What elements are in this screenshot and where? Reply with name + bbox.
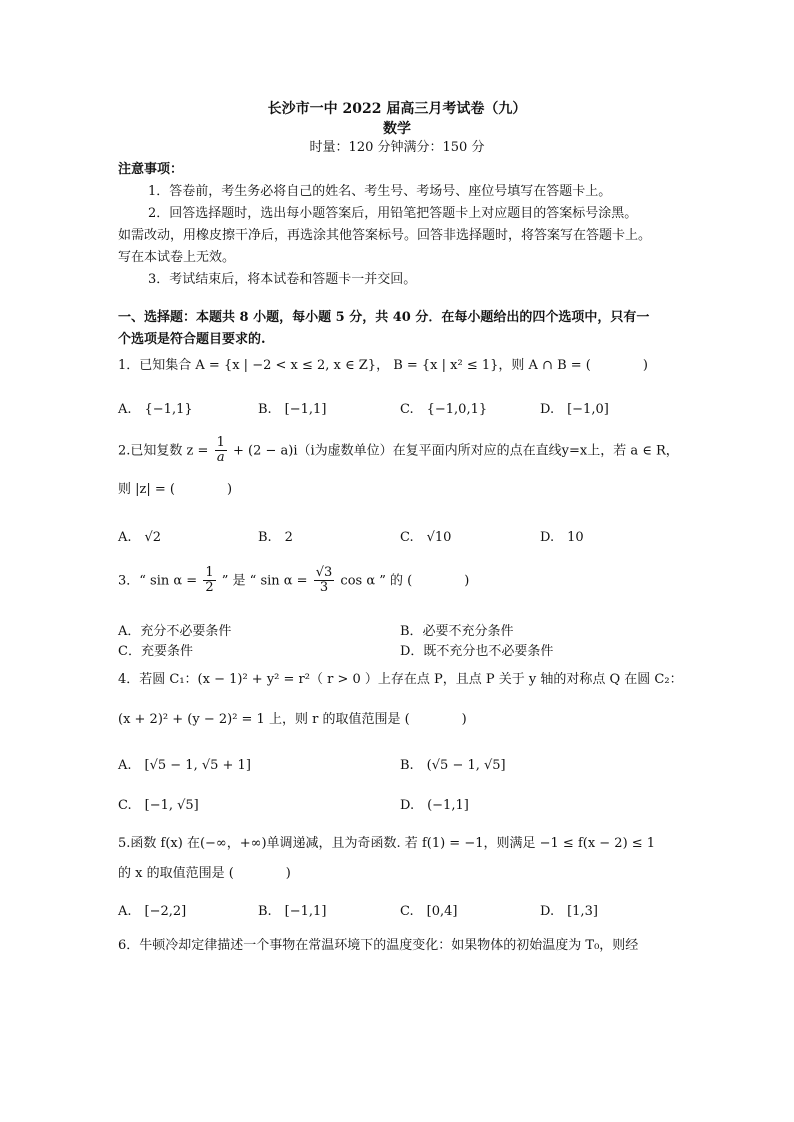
question-2-cont: 则 |z| = ( ) — [118, 482, 233, 497]
time-info: 时量：120 分钟满分：150 分 — [309, 140, 485, 155]
q1-option-d: D. [−1,0] — [540, 402, 609, 417]
q2-option-d: D. 10 — [540, 530, 584, 545]
notes-heading: 注意事项： — [118, 162, 184, 177]
section-heading: 一、选择题：本题共 8 小题，每小题 5 分，共 40 分．在每小题给出的四个选项中，只有一 — [118, 310, 650, 325]
q1-option-a: A. {−1,1} — [118, 402, 193, 417]
q2-frac-den: a — [216, 450, 225, 466]
q5-option-d: D. [1,3] — [540, 904, 598, 919]
note-item-2-cont: 如需改动，用橡皮擦干净后，再选涂其他答案标号。回答非选择题时，将答案写在答题卡上。 — [118, 228, 652, 243]
note-item-3: 3．考试结束后，将本试卷和答题卡一并交回。 — [148, 272, 417, 287]
note-item-2: 2．回答选择题时，选出每小题答案后，用铅笔把答题卡上对应题目的答案标号涂黑。 — [148, 206, 638, 221]
q2-fraction — [215, 436, 227, 466]
q5-option-a: A. [−2,2] — [118, 904, 187, 919]
q4-option-d: D. (−1,1] — [400, 798, 469, 813]
q3-fraction-2 — [314, 566, 335, 596]
q2-option-b: B. 2 — [258, 530, 293, 545]
q3-option-c: C．充要条件 — [118, 644, 193, 659]
q3-prefix: 3．“ sin α = — [118, 573, 198, 589]
q1-option-b: B. [−1,1] — [258, 402, 327, 417]
note-item-1: 1．答卷前，考生务必将自己的姓名、考生号、考场号、座位号填写在答题卡上。 — [148, 184, 612, 199]
section-heading-cont: 个选项是符合题目要求的. — [118, 332, 266, 347]
q3-option-b: B．必要不充分条件 — [400, 624, 514, 639]
q4-option-b: B. (√5 − 1, √5] — [400, 758, 506, 773]
question-4: 4．若圆 C₁：(x − 1)² + y² = r²（ r > 0 ）上存在点 P，且点 P 关于 y 轴的对称点 Q 在圆 C₂： — [118, 672, 683, 687]
q3-suffix: cos α ” 的 ( ) — [340, 573, 470, 589]
q3-f2-den: 3 — [319, 580, 329, 596]
question-3 — [118, 566, 469, 596]
question-4-cont: (x + 2)² + (y − 2)² = 1 上，则 r 的取值范围是 ( ) — [118, 712, 467, 727]
q3-option-a: A．充分不必要条件 — [118, 624, 232, 639]
q5-option-c: C. [0,4] — [400, 904, 458, 919]
q1-option-c: C. {−1,0,1} — [400, 402, 488, 417]
q3-f2-num: √3 — [315, 565, 333, 580]
q2-frac-num: 1 — [216, 435, 225, 450]
q3-fraction-1 — [203, 566, 215, 596]
subject-title: 数学 — [383, 121, 411, 137]
question-6: 6．牛顿冷却定律描述一个事物在常温环境下的温度变化：如果物体的初始温度为 T₀，则经 — [118, 938, 639, 953]
question-1: 1．已知集合 A = {x | −2 < x ≤ 2, x ∈ Z}， B = {x | x² ≤ 1}，则 A ∩ B = ( ) — [118, 358, 648, 373]
q2-option-a: A. √2 — [118, 530, 162, 545]
question-5-cont: 的 x 的取值范围是 ( ) — [118, 866, 291, 881]
question-2 — [118, 436, 679, 466]
note-item-2-end: 写在本试卷上无效。 — [118, 250, 236, 265]
q2-suffix: + (2 − a)i（i为虚数单位）在复平面内所对应的点在直线y=x上，若 a ∈ R， — [232, 443, 679, 459]
q3-middle: ” 是 “ sin α = — [221, 573, 308, 589]
q2-option-c: C. √10 — [400, 530, 452, 545]
exam-title: 长沙市一中 2022 届高三月考试卷（九） — [267, 101, 527, 117]
q3-option-d: D．既不充分也不必要条件 — [400, 644, 554, 659]
q3-f1-num: 1 — [205, 565, 214, 580]
q4-option-c: C. [−1, √5] — [118, 798, 199, 813]
q4-option-a: A. [√5 − 1, √5 + 1] — [118, 758, 251, 773]
q3-f1-den: 2 — [205, 580, 214, 596]
question-5: 5.函数 f(x) 在(−∞，+∞)单调递减，且为奇函数. 若 f(1) = −1，则满足 −1 ≤ f(x − 2) ≤ 1 — [118, 836, 656, 851]
q5-option-b: B. [−1,1] — [258, 904, 327, 919]
q2-prefix: 2.已知复数 z = — [118, 443, 209, 459]
